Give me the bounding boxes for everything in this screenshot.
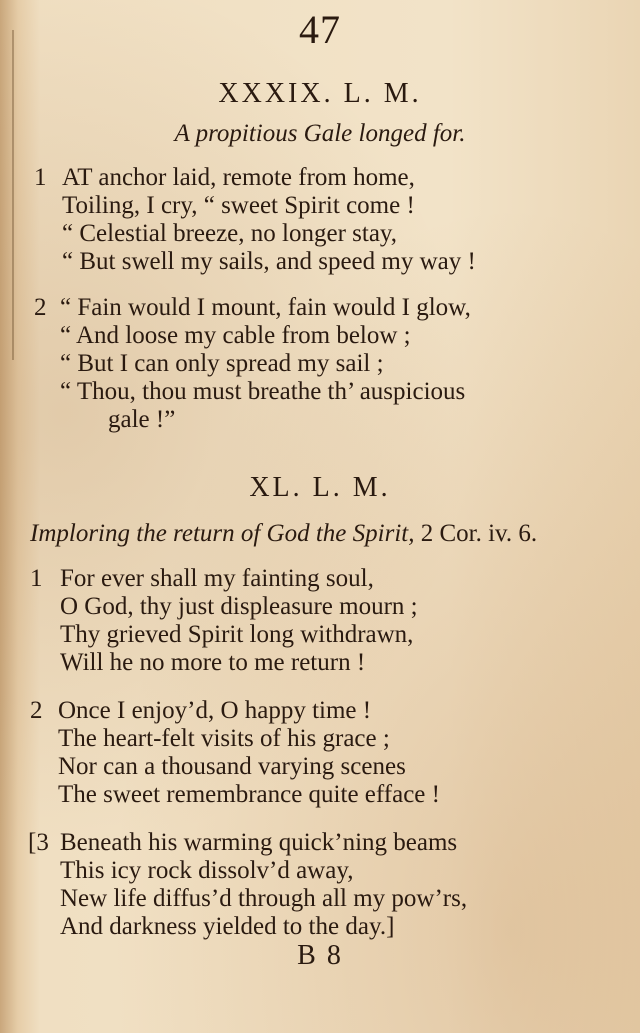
verse-line: “ Fain would I mount, fain would I glow, — [60, 294, 471, 321]
verse-line: New life diffus’d through all my pow’rs, — [60, 885, 468, 912]
verse-line: Thy grieved Spirit long withdrawn, — [60, 621, 414, 648]
verse-line: “ But swell my sails, and speed my way ! — [62, 248, 476, 275]
page-number: 47 — [299, 7, 341, 52]
hymn-subtitle-xxxix: A propitious Gale longed for. — [174, 120, 466, 147]
hymn-heading-xxxix: XXXIX. L. M. — [218, 78, 422, 109]
hymn-subtitle-text: Imploring the return of God the Spirit, — [30, 520, 415, 547]
verse-line: O God, thy just displeasure mourn ; — [60, 593, 418, 620]
stanza-number: 2 — [34, 294, 47, 321]
stanza-number: [3 — [28, 829, 49, 856]
stanza-number: 1 — [34, 164, 47, 191]
verse-line: gale !” — [108, 406, 176, 433]
stanza-number: 2 — [30, 697, 43, 724]
verse-line: “ But I can only spread my sail ; — [60, 350, 384, 377]
verse-line: Will he no more to me return ! — [60, 649, 366, 676]
signature-mark: B 8 — [297, 940, 343, 971]
verse-line: “ And loose my cable from below ; — [60, 322, 411, 349]
verse-line: This icy rock dissolv’d away, — [60, 857, 354, 884]
verse-line: “ Celestial breeze, no longer stay, — [62, 220, 398, 247]
verse-line: Beneath his warming quick’ning beams — [60, 829, 458, 856]
verse-line: Once I enjoy’d, O happy time ! — [58, 697, 372, 724]
verse-line: “ Thou, thou must breathe th’ auspicious — [60, 378, 466, 405]
verse-line: For ever shall my fainting soul, — [60, 565, 374, 592]
verse-line: AT anchor laid, remote from home, — [62, 164, 415, 191]
scripture-reference: 2 Cor. iv. 6. — [420, 520, 538, 547]
verse-line: Toiling, I cry, “ sweet Spirit come ! — [62, 192, 415, 219]
verse-line: The heart-felt visits of his grace ; — [58, 725, 390, 752]
hymn-heading-xl: XL. L. M. — [249, 472, 391, 503]
verse-line: And darkness yielded to the day.] — [60, 913, 395, 940]
stanza-number: 1 — [30, 565, 43, 592]
hymn-subtitle-xl — [30, 520, 640, 548]
verse-line: The sweet remembrance quite efface ! — [58, 781, 440, 808]
verse-line: Nor can a thousand varying scenes — [58, 753, 406, 780]
